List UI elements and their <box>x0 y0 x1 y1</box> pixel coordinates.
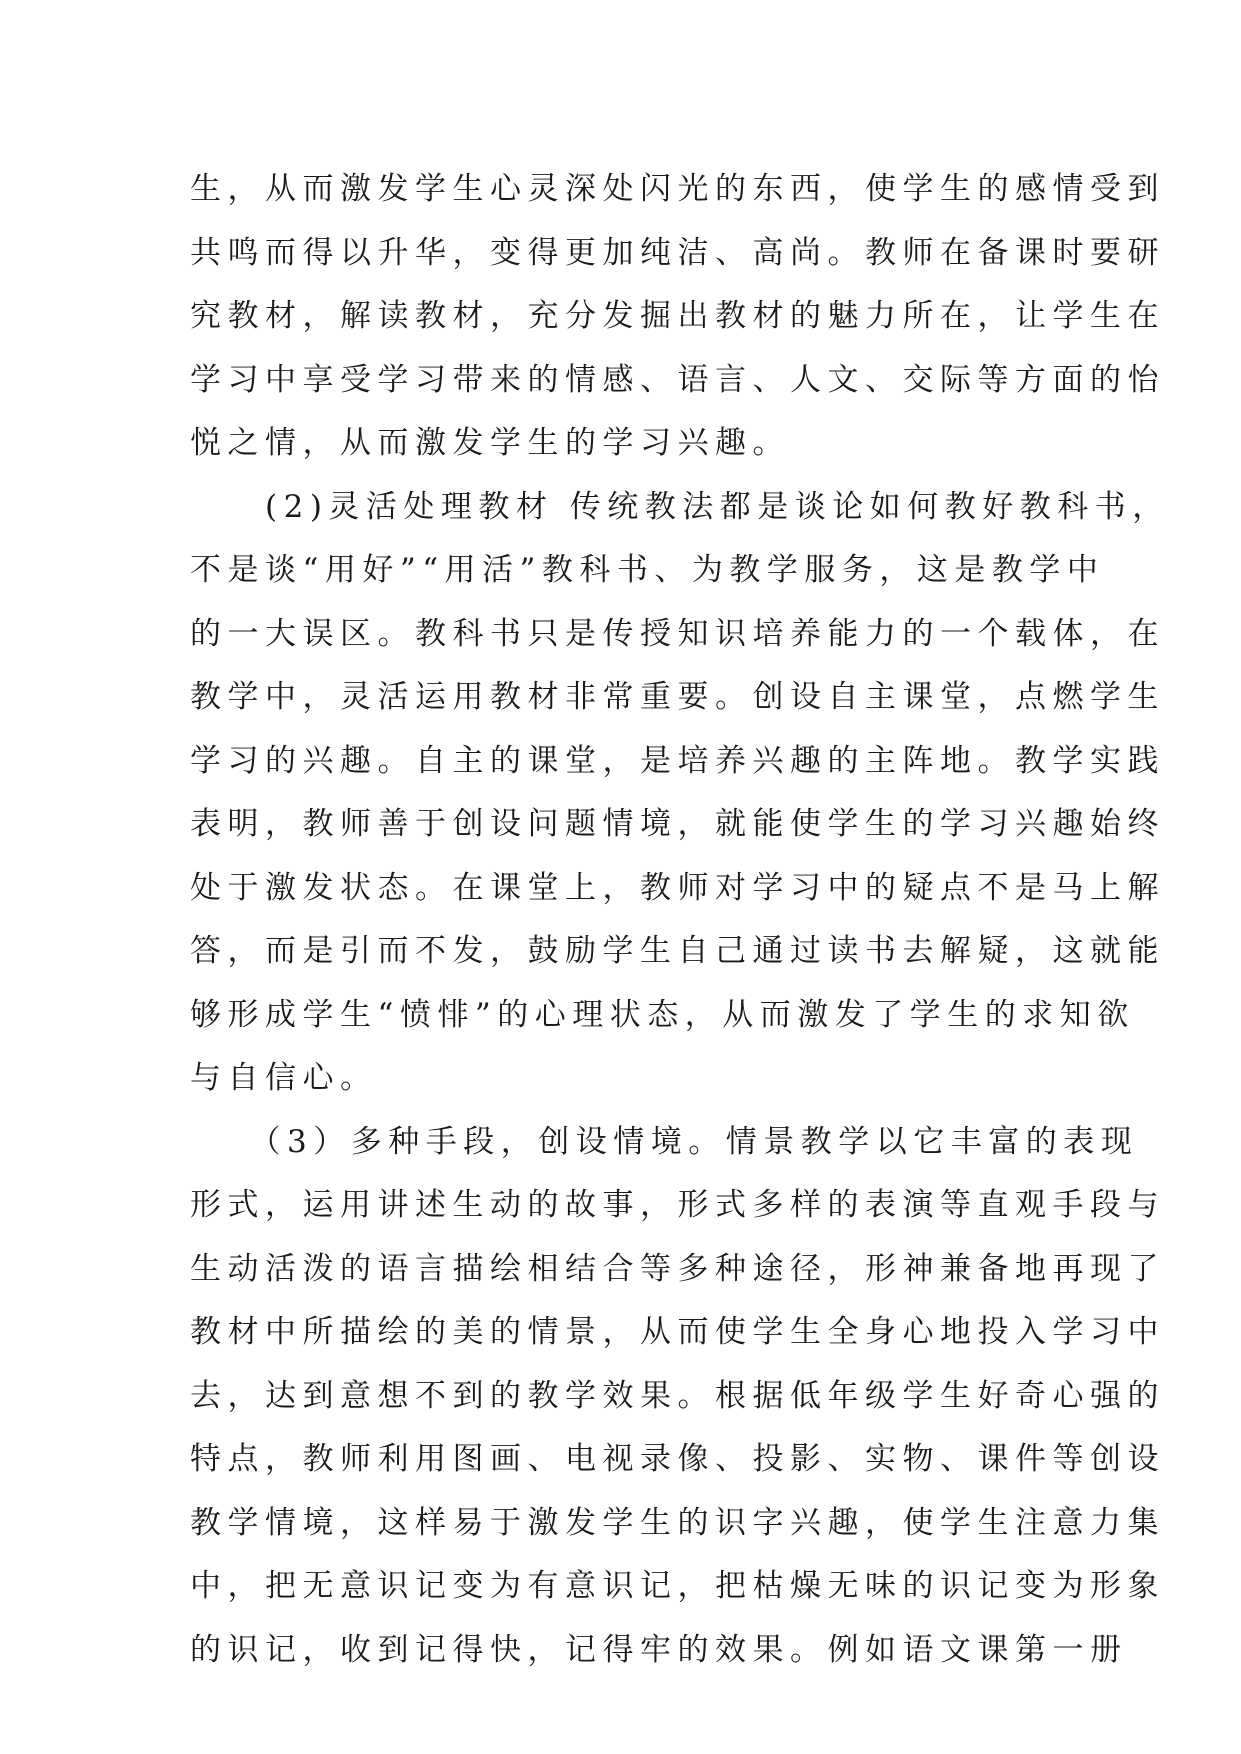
text-line: 中，把无意识记变为有意识记，把枯燥无味的识记变为形象 <box>190 1568 1165 1604</box>
text-line: 学习中享受学习带来的情感、语言、人文、交际等方面的怡 <box>190 361 1165 398</box>
text-line: 答，而是引而不发，鼓励学生自己通过读书去解疑，这就能 <box>190 933 1165 969</box>
text-line: 表明，教师善于创设问题情境，就能使学生的学习兴趣始终 <box>190 806 1165 842</box>
text-line: 形式，运用讲述生动的故事，形式多样的表演等直观手段与 <box>190 1187 1165 1223</box>
text-line: 生，从而激发学生心灵深处闪光的东西，使学生的感情受到 <box>190 171 1165 207</box>
text-line: 够形成学生“愤悱”的心理状态，从而激发了学生的求知欲 <box>190 996 1135 1033</box>
body-text <box>190 158 1170 1682</box>
text-line: 悦之情，从而激发学生的学习兴趣。 <box>190 425 790 461</box>
text-line: 生动活泼的语言描绘相结合等多种途径，形神兼备地再现了 <box>190 1250 1165 1287</box>
text-line: 共鸣而得以升华，变得更加纯洁、高尚。教师在备课时要研 <box>190 234 1165 271</box>
text-line: 教学情境，这样易于激发学生的识字兴趣，使学生注意力集 <box>190 1504 1165 1541</box>
text-line: 教学中，灵活运用教材非常重要。创设自主课堂，点燃学生 <box>190 679 1165 715</box>
text-line: (2)灵活处理教材 传统教法都是谈论如何教好教科书， <box>190 488 1170 525</box>
text-line: （3）多种手段，创设情境。情景教学以它丰富的表现 <box>190 1123 1139 1160</box>
text-line: 不是谈“用好”“用活”教科书、为教学服务，这是教学中 <box>190 552 1105 588</box>
text-line: 特点，教师利用图画、电视录像、投影、实物、课件等创设 <box>190 1441 1165 1477</box>
text-line: 去，达到意想不到的教学效果。根据低年级学生好奇心强的 <box>190 1377 1165 1414</box>
text-line: 学习的兴趣。自主的课堂，是培养兴趣的主阵地。教学实践 <box>190 742 1165 779</box>
text-line: 的一大误区。教科书只是传授知识培养能力的一个载体，在 <box>190 615 1165 652</box>
text-line: 与自信心。 <box>190 1060 378 1096</box>
text-line: 究教材，解读教材，充分发掘出教材的魅力所在，让学生在 <box>190 298 1165 334</box>
text-line: 的识记，收到记得快，记得牢的效果。例如语文课第一册 <box>190 1631 1128 1668</box>
text-line: 教材中所描绘的美的情景，从而使学生全身心地投入学习中 <box>190 1314 1165 1350</box>
text-line: 处于激发状态。在课堂上，教师对学习中的疑点不是马上解 <box>190 869 1165 906</box>
